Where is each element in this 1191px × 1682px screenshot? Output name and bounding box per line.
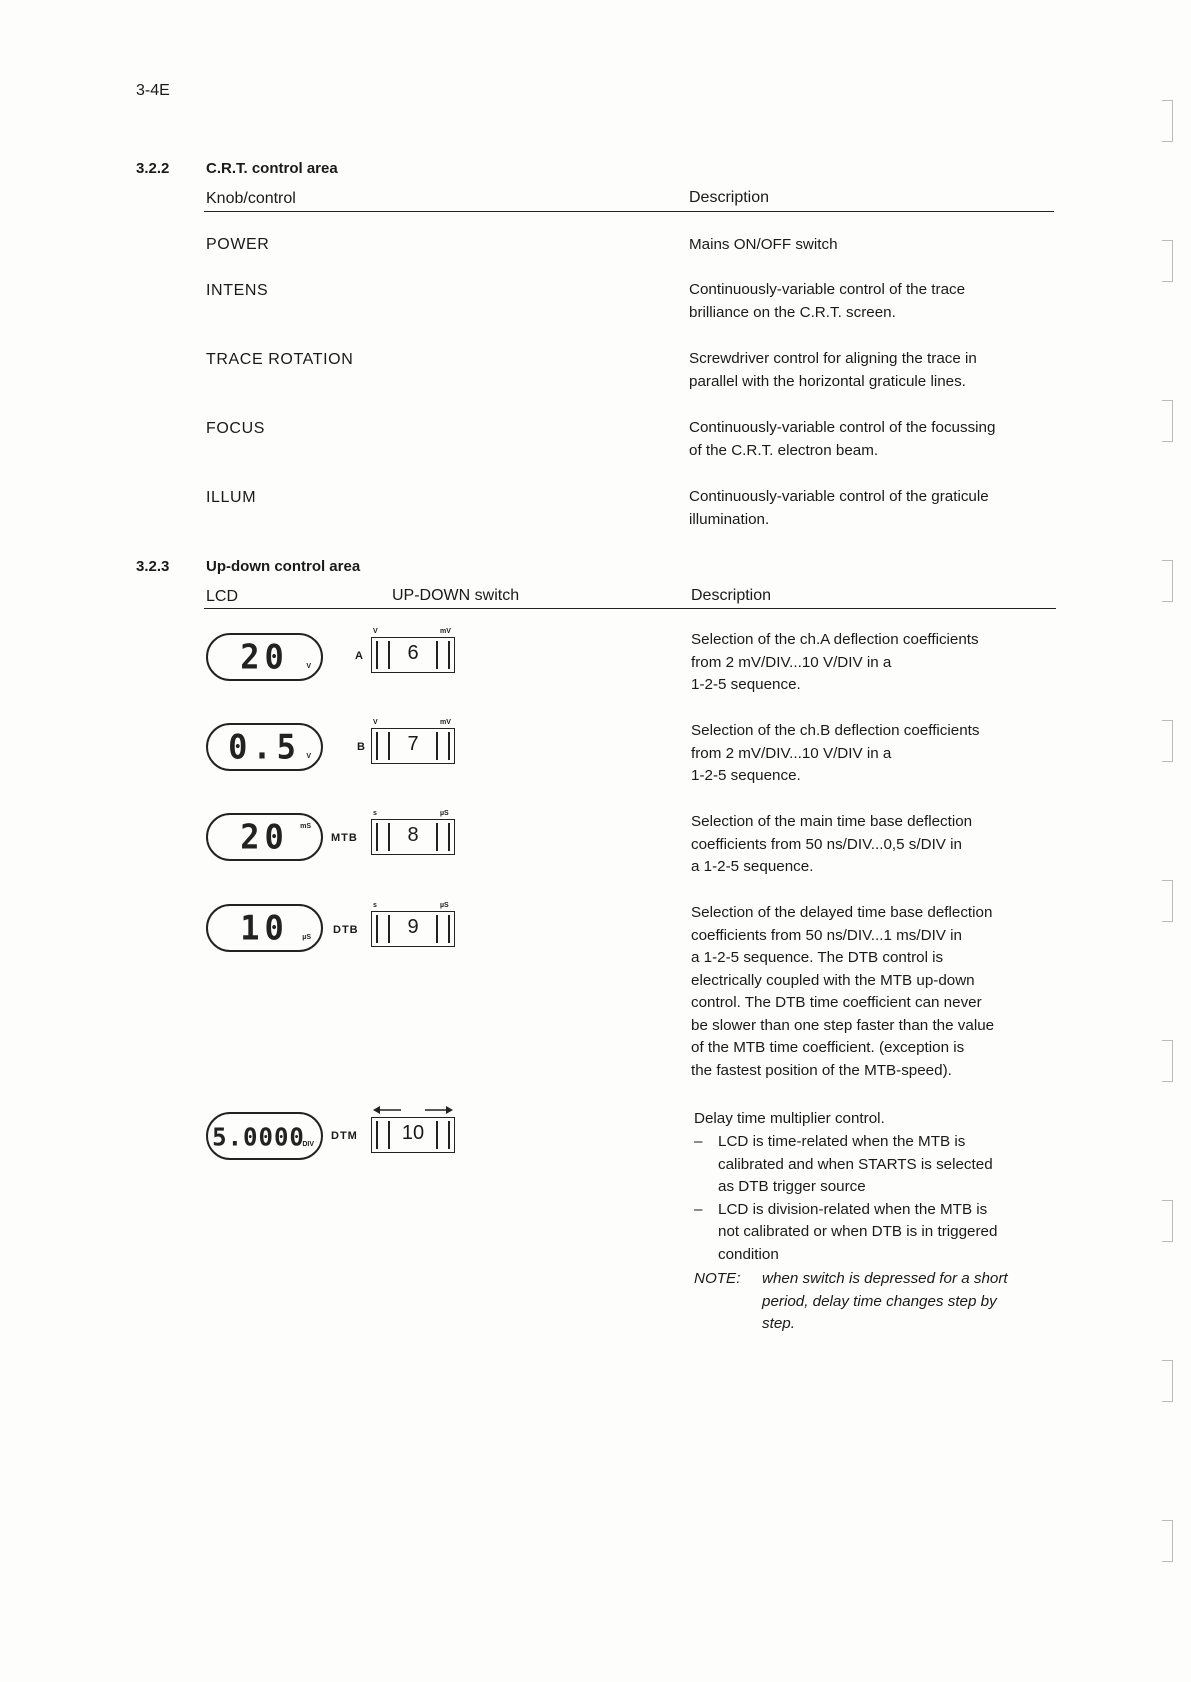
note-text: when switch is depressed for a short period, delay time changes step by step. bbox=[762, 1270, 1008, 1332]
column-header-lcd: LCD bbox=[206, 588, 239, 605]
column-header-description: Description bbox=[689, 189, 770, 206]
page-edge-mark bbox=[1162, 1200, 1173, 1242]
page-edge-mark bbox=[1162, 720, 1173, 762]
lcd-display-a bbox=[206, 633, 323, 681]
section-number-updown: 3.2.3 bbox=[136, 558, 170, 575]
dtm-bullet-list bbox=[694, 1131, 1064, 1266]
note-label: NOTE: bbox=[694, 1270, 741, 1287]
page-edge-mark bbox=[1162, 1520, 1173, 1562]
switch-label-mtb: MTB bbox=[331, 832, 358, 844]
section-title-updown: Up-down control area bbox=[206, 558, 361, 575]
switch-tick-left-dtb: s bbox=[373, 902, 377, 909]
switch-label-b: B bbox=[357, 741, 366, 753]
switch-label-dtb: DTB bbox=[333, 924, 359, 936]
switch-up-segment-mtb[interactable] bbox=[436, 823, 450, 851]
switch-number-dtb: 9 bbox=[407, 916, 419, 938]
lcd-unit-dtm: DIV bbox=[302, 1141, 314, 1148]
switch-tick-left-b: V bbox=[373, 719, 378, 726]
desc-dtm-intro: Delay time multiplier control. bbox=[694, 1110, 885, 1127]
knob-focus: FOCUS bbox=[206, 420, 265, 437]
page-edge-mark bbox=[1162, 100, 1173, 142]
page-edge-mark bbox=[1162, 560, 1173, 602]
knob-trace-rotation: TRACE ROTATION bbox=[206, 351, 354, 368]
lcd-unit-b: V bbox=[306, 753, 311, 760]
lcd-value-b: 0.5 bbox=[228, 727, 301, 767]
dtm-bullet-item: – LCD is division-related when the MTB is not calibrated or when DTB is in triggered condition bbox=[694, 1199, 1064, 1267]
switch-up-segment-b[interactable] bbox=[436, 732, 450, 760]
column-header-switch: UP-DOWN switch bbox=[392, 587, 520, 604]
column-header-description-2: Description bbox=[691, 587, 772, 604]
page-number: 3-4E bbox=[136, 82, 170, 99]
knob-illum: ILLUM bbox=[206, 489, 257, 506]
knob-power: POWER bbox=[206, 236, 270, 253]
switch-tick-right-a: mV bbox=[440, 628, 451, 635]
switch-tick-right-b: mV bbox=[440, 719, 451, 726]
lcd-display-b bbox=[206, 723, 323, 771]
switch-number-dtm: 10 bbox=[401, 1122, 425, 1144]
lcd-display-dtb bbox=[206, 904, 323, 952]
switch-tick-left-mtb: s bbox=[373, 810, 377, 817]
switch-label-dtm: DTM bbox=[331, 1130, 358, 1142]
switch-number-mtb: 8 bbox=[407, 824, 419, 846]
lcd-unit-dtb: µS bbox=[302, 934, 311, 941]
dtm-note bbox=[694, 1268, 1064, 1336]
header-rule-2 bbox=[204, 608, 1056, 609]
page-edge-mark bbox=[1162, 1040, 1173, 1082]
header-rule bbox=[204, 211, 1054, 212]
desc-ch-b: Selection of the ch.B deflection coefficients from 2 mV/DIV...10 V/DIV in a 1-2-5 sequence. bbox=[691, 722, 980, 784]
switch-up-segment-dtm[interactable] bbox=[436, 1121, 450, 1149]
knob-intens: INTENS bbox=[206, 282, 269, 299]
switch-number-b: 7 bbox=[407, 733, 419, 755]
page-edge-mark bbox=[1162, 1360, 1173, 1402]
lcd-unit-a: V bbox=[306, 663, 311, 670]
lcd-value-mtb: 20 bbox=[240, 817, 289, 857]
page-edge-mark bbox=[1162, 400, 1173, 442]
updown-switch-b[interactable] bbox=[371, 728, 455, 764]
section-title-crt: C.R.T. control area bbox=[206, 160, 338, 177]
desc-trace-rotation: Screwdriver control for aligning the trace in parallel with the horizontal graticule lines. bbox=[689, 350, 977, 390]
dtm-bullet-item: – LCD is time-related when the MTB is calibrated and when STARTS is selected as DTB trigger source bbox=[694, 1131, 1064, 1199]
updown-switch-mtb[interactable] bbox=[371, 819, 455, 855]
section-number-crt: 3.2.2 bbox=[136, 160, 170, 177]
desc-mtb: Selection of the main time base deflection coefficients from 50 ns/DIV...0,5 s/DIV in a 1-2-5 sequence. bbox=[691, 813, 973, 875]
updown-switch-dtb[interactable] bbox=[371, 911, 455, 947]
desc-ch-a: Selection of the ch.A deflection coefficients from 2 mV/DIV...10 V/DIV in a 1-2-5 sequence. bbox=[691, 631, 979, 693]
lcd-value-a: 20 bbox=[240, 637, 289, 677]
dtm-direction-arrows-icon bbox=[371, 1104, 455, 1116]
switch-tick-right-dtb: µS bbox=[440, 902, 449, 909]
updown-switch-a[interactable] bbox=[371, 637, 455, 673]
switch-tick-right-mtb: µS bbox=[440, 810, 449, 817]
lcd-display-mtb bbox=[206, 813, 323, 861]
lcd-display-dtm bbox=[206, 1112, 323, 1160]
desc-power: Mains ON/OFF switch bbox=[689, 236, 838, 253]
switch-number-a: 6 bbox=[407, 642, 419, 664]
page-edge-mark bbox=[1162, 240, 1173, 282]
updown-switch-dtm[interactable] bbox=[371, 1117, 455, 1153]
desc-illum: Continuously-variable control of the graticule illumination. bbox=[689, 488, 989, 528]
column-header-knob: Knob/control bbox=[206, 190, 296, 207]
desc-intens: Continuously-variable control of the trace brilliance on the C.R.T. screen. bbox=[689, 281, 966, 321]
page-edge-mark bbox=[1162, 880, 1173, 922]
switch-up-segment-a[interactable] bbox=[436, 641, 450, 669]
lcd-value-dtm: 5.0000 bbox=[212, 1122, 305, 1152]
switch-tick-left-a: V bbox=[373, 628, 378, 635]
switch-up-segment-dtb[interactable] bbox=[436, 915, 450, 943]
desc-focus: Continuously-variable control of the focussing of the C.R.T. electron beam. bbox=[689, 419, 996, 459]
desc-dtb: Selection of the delayed time base deflection coefficients from 50 ns/DIV...1 ms/DIV in a 1-2-5 sequence. The DTB control is electrically coupled with the MTB up-down control. The DTB time coefficient can never be slower than one step faster than the value of the MTB time coefficient. (exception is the fastest position of the MTB-speed). bbox=[691, 904, 995, 1079]
lcd-value-dtb: 10 bbox=[240, 908, 289, 948]
lcd-unit-mtb: mS bbox=[300, 823, 311, 830]
switch-label-a: A bbox=[355, 650, 364, 662]
